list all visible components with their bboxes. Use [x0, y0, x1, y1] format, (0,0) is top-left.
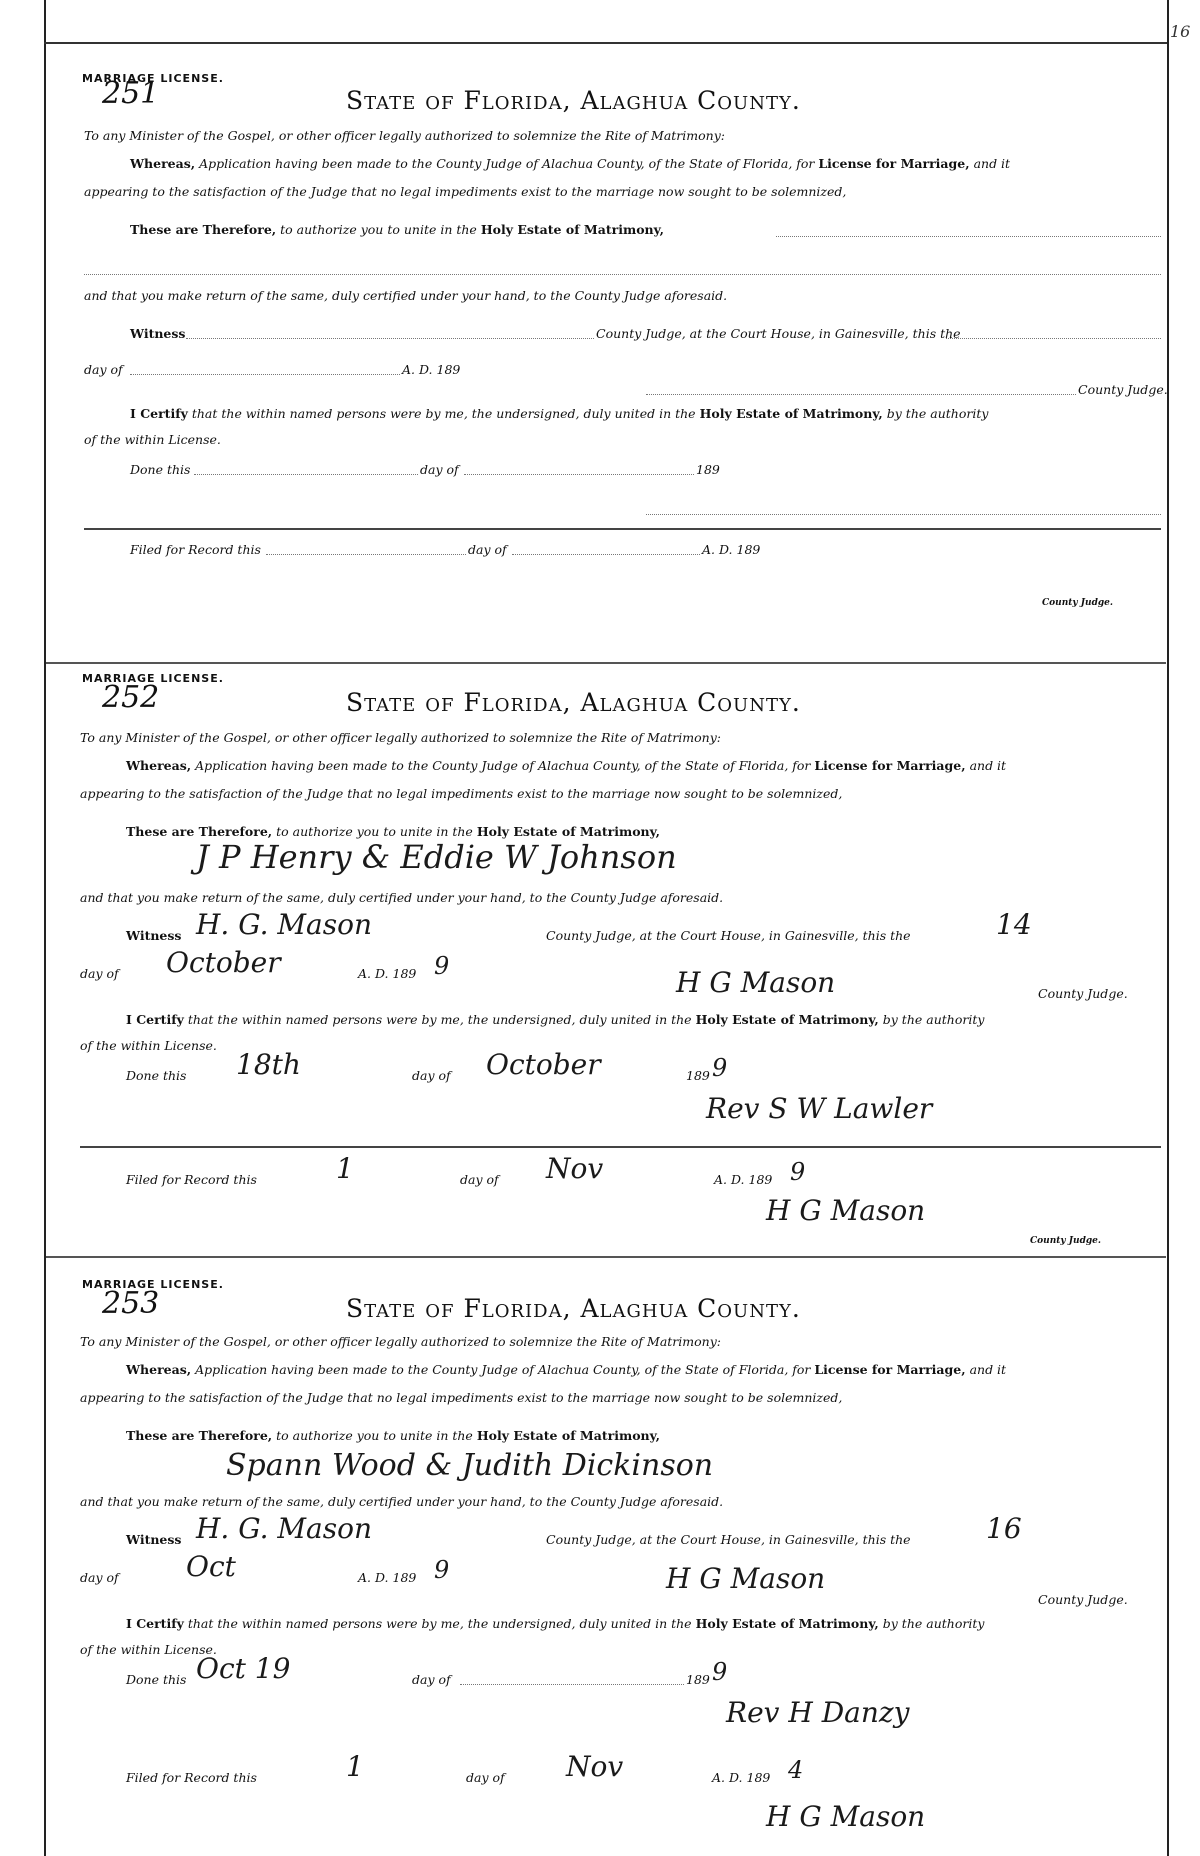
done-month: October — [486, 1048, 601, 1081]
done-this-label: Done this — [126, 1672, 187, 1687]
filed-label: Filed for Record this — [126, 1770, 257, 1785]
filed-signature: H G Mason — [766, 1194, 926, 1227]
these-line — [130, 222, 664, 237]
to-any-minister: To any Minister of the Gospel, or other officer legally authorized to solemnize the Rite of Matrimony: — [80, 1334, 721, 1349]
and-that-line: and that you make return of the same, duly certified under your hand, to the County Judge aforesaid. — [84, 288, 728, 303]
done-month-dots — [460, 1684, 684, 1685]
county-judge-label: County Judge. — [1038, 986, 1128, 1001]
filed-digit: 9 — [790, 1158, 806, 1186]
day-of-label-2: day of — [412, 1068, 451, 1083]
whereas-label: Whereas, — [130, 156, 196, 171]
these-label: These are Therefore, — [130, 222, 277, 237]
filed-day-dots — [266, 554, 466, 555]
of-within-license: of the within License. — [84, 432, 221, 447]
appearing-line: appearing to the satisfaction of the Judge that no legal impediments exist to the marriage now sought to be solemnized, — [84, 184, 847, 199]
year-digit: 9 — [434, 1556, 450, 1584]
county-judge-at: County Judge, at the Court House, in Gainesville, this the — [546, 1532, 911, 1547]
whereas-line — [130, 156, 1010, 171]
done-year: 189 — [696, 462, 720, 477]
license-number: 253 — [102, 1286, 160, 1321]
license-number: 252 — [102, 680, 160, 715]
and-it: and it — [973, 156, 1011, 171]
done-month-dots — [464, 474, 694, 475]
done-day-dots — [194, 474, 418, 475]
day-of-label: day of — [84, 362, 123, 377]
day-of-label-3: day of — [460, 1172, 499, 1187]
county-judge-label: County Judge. — [1038, 1592, 1128, 1607]
couple-names: J P Henry & Eddie W Johnson — [196, 838, 677, 876]
filed-ad: A. D. 189 — [702, 542, 761, 557]
witness-name: H. G. Mason — [196, 1512, 373, 1545]
filed-signature: H G Mason — [766, 1800, 926, 1833]
day-of-label-2: day of — [420, 462, 459, 477]
whereas-line: Whereas, Application having been made to the County Judge of Alachua County, of the State of Florida, for License for Marriage, and it — [126, 1362, 1007, 1377]
form-title: State of Florida, Alaghua County. — [346, 1294, 801, 1323]
county-judge-small: County Judge. — [1030, 1236, 1102, 1246]
ad-label: A. D. 189 — [358, 966, 417, 981]
certify-line: I Certify that the within named persons were by me, the undersigned, duly united in the Holy Estate of Matrimony, by the authority — [126, 1616, 985, 1631]
day-of-label-3: day of — [468, 542, 507, 557]
officiant-signature: Rev S W Lawler — [706, 1092, 933, 1125]
day-num-dots — [946, 338, 1161, 339]
officiant-signature: Rev H Danzy — [726, 1696, 910, 1729]
whereas-text: Application having been made to the County Judge of Alachua County, of the State of Florida, for — [199, 156, 815, 171]
ad-label: A. D. 189 — [402, 362, 461, 377]
filed-label: Filed for Record this — [130, 542, 261, 557]
done-year-digit: 9 — [712, 1054, 728, 1082]
to-any-minister: To any Minister of the Gospel, or other officer legally authorized to solemnize the Rite of Matrimony: — [80, 730, 721, 745]
filed-rule — [80, 1146, 1161, 1148]
witness-name: H. G. Mason — [196, 908, 373, 941]
witness-label: Witness — [130, 326, 186, 341]
done-day: Oct 19 — [196, 1652, 291, 1685]
month-dots — [130, 374, 400, 375]
whereas-line: Whereas, Application having been made to the County Judge of Alachua County, of the State of Florida, for License for Marriage, and it — [126, 758, 1007, 773]
done-this-label: Done this — [126, 1068, 187, 1083]
and-that-line: and that you make return of the same, duly certified under your hand, to the County Judge aforesaid. — [80, 890, 724, 905]
filed-ad: A. D. 189 — [712, 1770, 771, 1785]
witness-label: Witness — [126, 928, 182, 943]
certify-line: I Certify that the within named persons were by me, the undersigned, duly united in the Holy Estate of Matrimony, by the authority — [130, 406, 989, 421]
of-within-license: of the within License. — [80, 1038, 217, 1053]
names-dots-1 — [776, 236, 1161, 237]
filed-month: Nov — [546, 1152, 604, 1185]
certify-line: I Certify that the within named persons were by me, the undersigned, duly united in the Holy Estate of Matrimony, by the authority — [126, 1012, 985, 1027]
form-title: State of Florida, Alaghua County. — [346, 86, 801, 115]
done-year-digit: 9 — [712, 1658, 728, 1686]
appearing-line: appearing to the satisfaction of the Judge that no legal impediments exist to the marriage now sought to be solemnized, — [80, 1390, 843, 1405]
license-form-253 — [46, 1262, 1166, 1856]
holy-estate: Holy Estate of Matrimony, — [480, 222, 665, 237]
witness-dots — [186, 338, 594, 339]
filed-month: Nov — [566, 1750, 624, 1783]
done-day: 18th — [236, 1048, 301, 1081]
day-num: 14 — [996, 908, 1032, 941]
witness-label: Witness — [126, 1532, 182, 1547]
filed-day: 1 — [346, 1750, 364, 1783]
license-for-marriage: License for Marriage, — [818, 156, 970, 171]
done-year: 189 — [686, 1672, 710, 1687]
judge-signature: H G Mason — [666, 1562, 826, 1595]
filed-digit: 4 — [788, 1756, 804, 1784]
county-judge-at: County Judge, at the Court House, in Gainesville, this the — [546, 928, 911, 943]
page-top-rule — [44, 42, 1167, 44]
judge-signature: H G Mason — [676, 966, 836, 999]
month: Oct — [186, 1550, 236, 1583]
county-judge-small: County Judge. — [1042, 598, 1114, 608]
filed-label: Filed for Record this — [126, 1172, 257, 1187]
day-num: 16 — [986, 1512, 1022, 1545]
filed-month-dots — [512, 554, 700, 555]
marriage-license-label: MARRIAGE LICENSE. — [82, 72, 224, 85]
day-of-label: day of — [80, 966, 119, 981]
marriage-license-label: MARRIAGE LICENSE. — [82, 672, 224, 685]
filed-rule — [84, 528, 1161, 530]
divider-2 — [46, 1256, 1166, 1258]
license-form-252 — [46, 654, 1166, 1254]
and-that-line: and that you make return of the same, duly certified under your hand, to the County Judge aforesaid. — [80, 1494, 724, 1509]
officiant-dots — [646, 514, 1161, 515]
page-corner-mark: 16 — [1170, 22, 1191, 41]
these-line: These are Therefore, to authorize you to unite in the Holy Estate of Matrimony, — [126, 1428, 661, 1443]
county-judge-at: County Judge, at the Court House, in Gainesville, this the — [596, 326, 961, 341]
month: October — [166, 946, 281, 979]
these-text: to authorize you to unite in the — [280, 222, 477, 237]
form-title: State of Florida, Alaghua County. — [346, 688, 801, 717]
judge-sig-dots — [646, 394, 1076, 395]
done-this-label: Done this — [130, 462, 191, 477]
appearing-line: appearing to the satisfaction of the Judge that no legal impediments exist to the marriage now sought to be solemnized, — [80, 786, 843, 801]
to-any-minister: To any Minister of the Gospel, or other officer legally authorized to solemnize the Rite of Matrimony: — [84, 128, 725, 143]
couple-names: Spann Wood & Judith Dickinson — [226, 1448, 714, 1483]
names-dots-2 — [84, 274, 1161, 275]
day-of-label-2: day of — [412, 1672, 451, 1687]
these-line: These are Therefore, to authorize you to unite in the Holy Estate of Matrimony, — [126, 824, 661, 839]
ad-label: A. D. 189 — [358, 1570, 417, 1585]
done-year: 189 — [686, 1068, 710, 1083]
marriage-license-label: MARRIAGE LICENSE. — [82, 1278, 224, 1291]
county-judge-label: County Judge. — [1078, 382, 1168, 397]
filed-day: 1 — [336, 1152, 354, 1185]
day-of-label-3: day of — [466, 1770, 505, 1785]
filed-ad: A. D. 189 — [714, 1172, 773, 1187]
day-of-label: day of — [80, 1570, 119, 1585]
license-form-251 — [46, 46, 1166, 646]
year-digit: 9 — [434, 952, 450, 980]
license-number: 251 — [102, 76, 160, 111]
page-border-right — [1167, 0, 1169, 1856]
of-within-license: of the within License. — [80, 1642, 217, 1657]
